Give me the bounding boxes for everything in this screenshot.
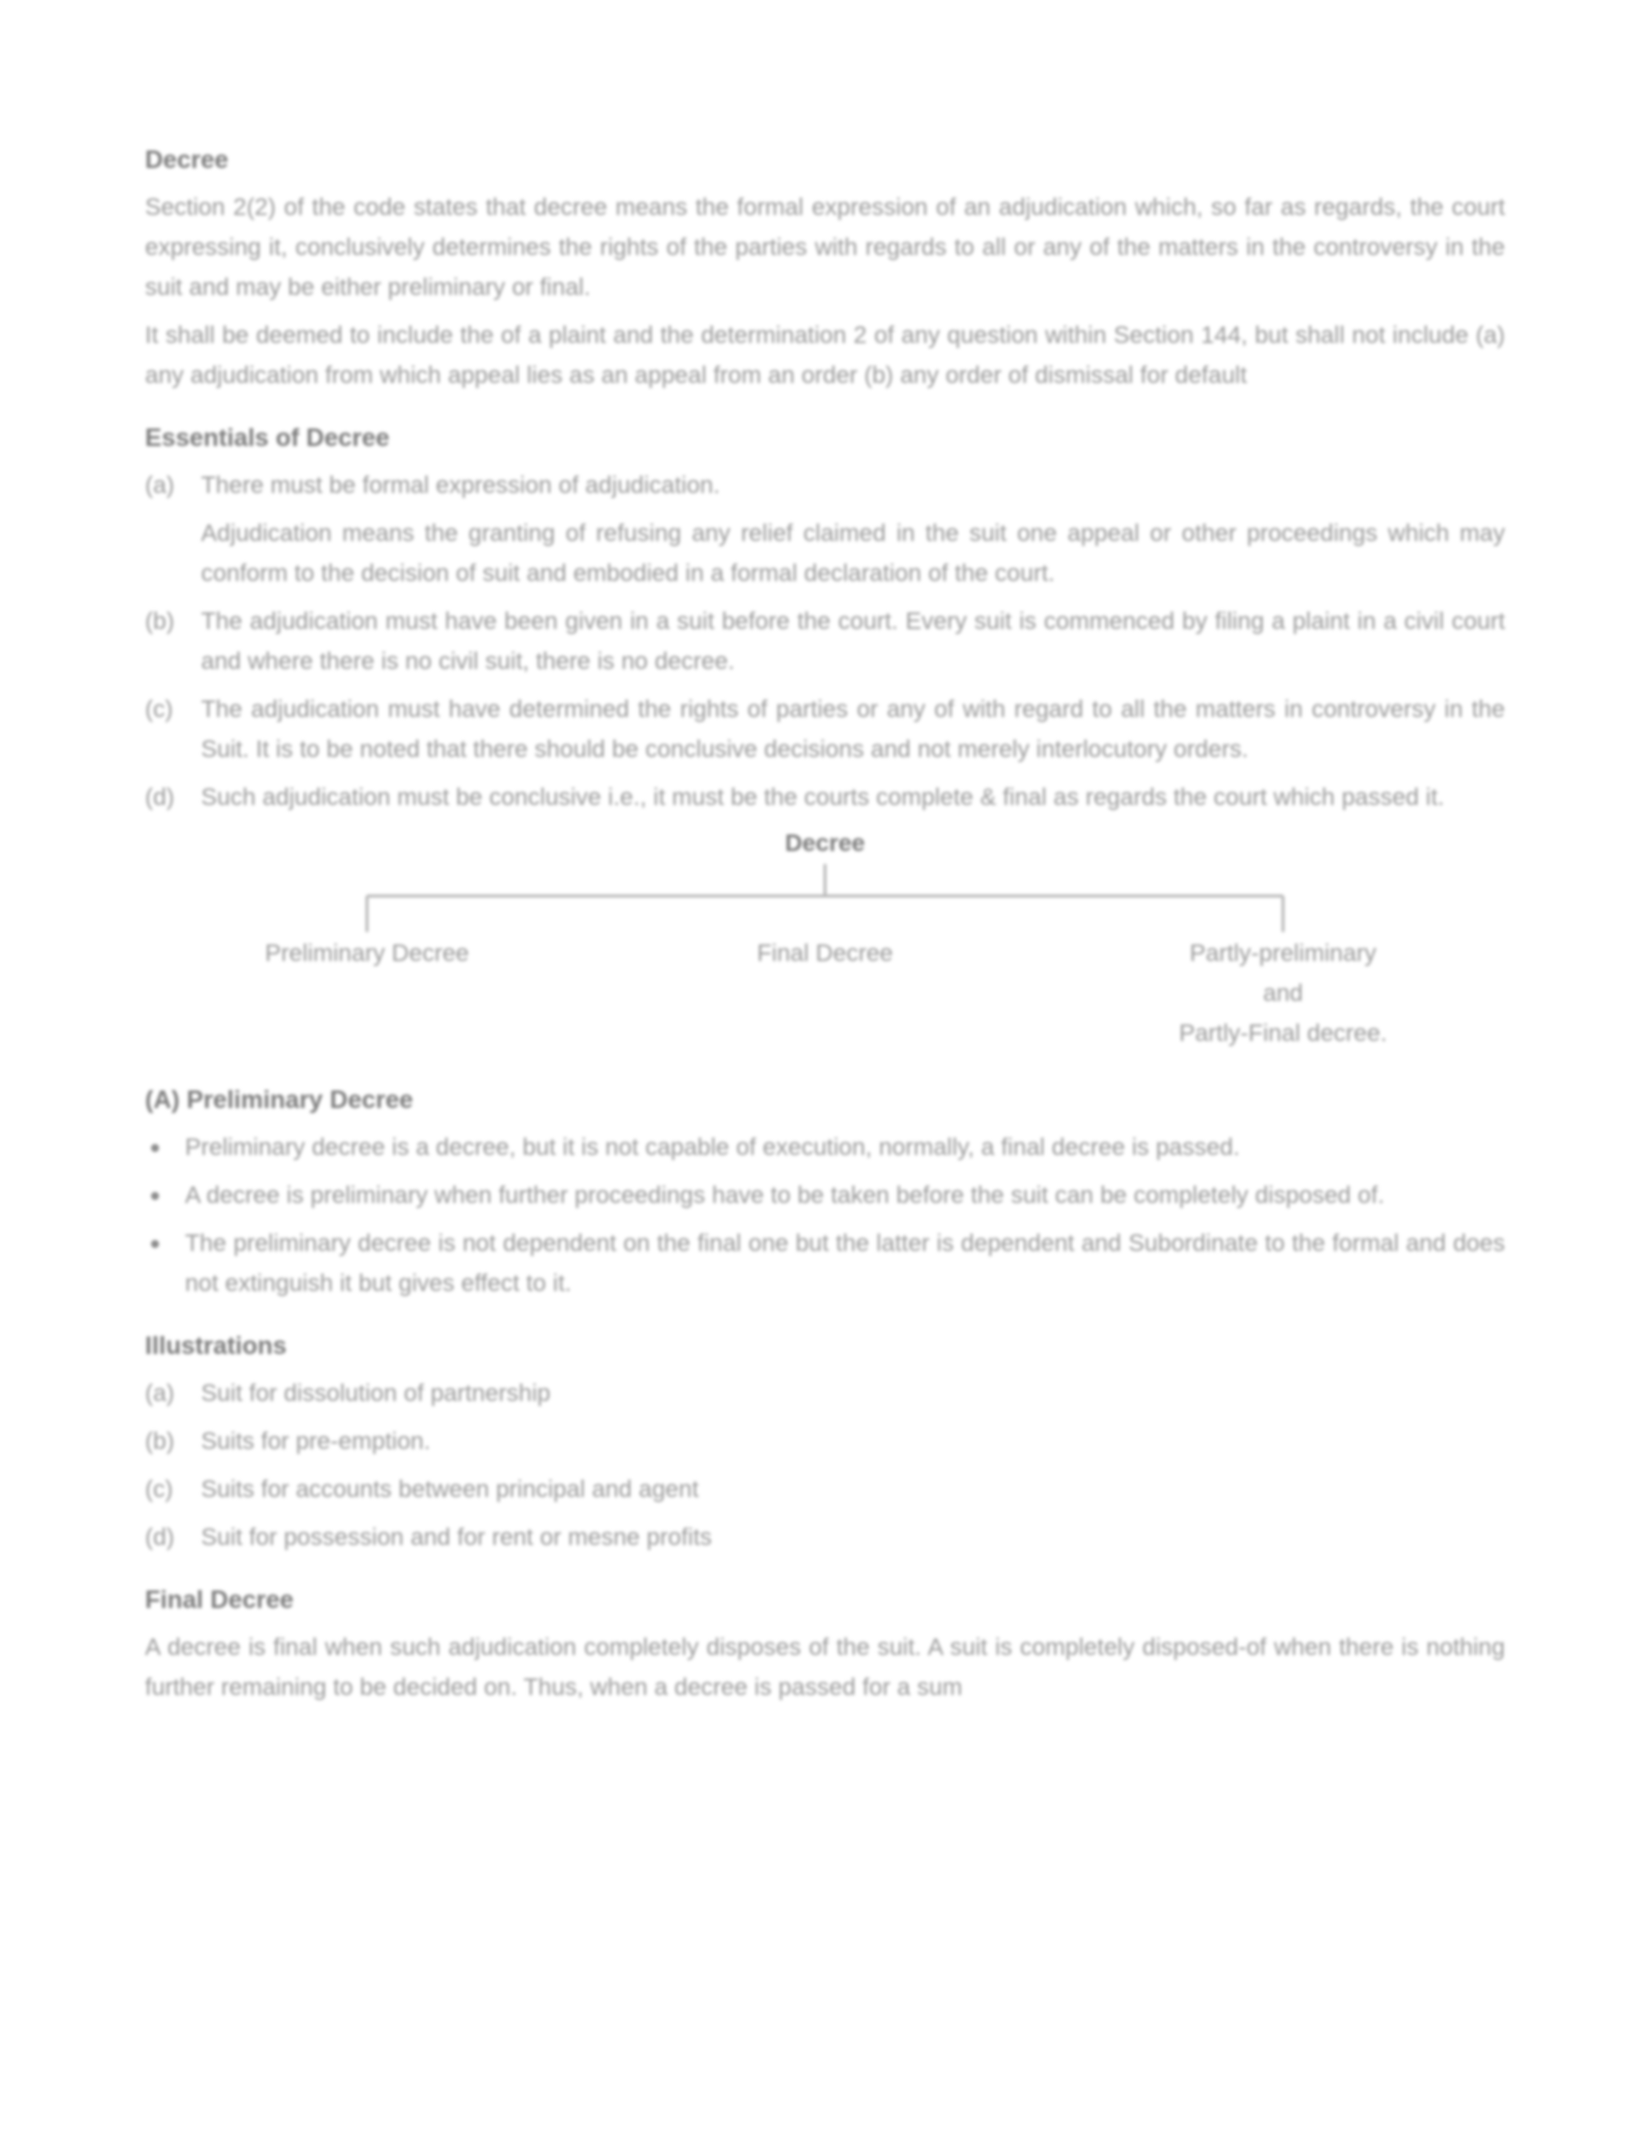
preliminary-bullet [145, 1224, 1505, 1304]
list-item-text: The adjudication must have determined the rights of parties or any of with regard to all the matters in controversy in the Suit. It is to be noted that there should be conclusive decisions and not merely interlocutory orders. [201, 696, 1505, 763]
essential-item-c [145, 690, 1505, 770]
final-decree-paragraph: A decree is final when such adjudication completely disposes of the suit. A suit is completely disposed-of when there is nothing further remaining to be decided on. Thus, when a decree is passed for a sum [145, 1634, 1505, 1701]
list-marker: (c) [145, 696, 173, 723]
list-item-text: Such adjudication must be conclusive i.e., it must be the courts complete & final as regards the court which passed it. [201, 784, 1445, 811]
diagram-root-label: Decree [784, 830, 866, 857]
diagram-leaf-final: Final Decree [756, 940, 894, 967]
bullet-dot-icon [145, 1176, 185, 1216]
essentials-heading: Essentials of Decree [145, 424, 390, 452]
bullet-dot-icon [145, 1128, 185, 1168]
list-item-text: Suits for accounts between principal and agent [201, 1476, 699, 1503]
bullet-text: The preliminary decree is not dependent on the final one but the latter is dependent and Subordinate to the formal and does not extinguish it but gives effect to it. [185, 1230, 1505, 1297]
list-marker: (a) [145, 472, 175, 499]
list-marker: (a) [145, 1380, 175, 1407]
preliminary-decree-heading: (A) Preliminary Decree [145, 1086, 414, 1114]
partly-line-1: Partly-preliminary [1189, 940, 1377, 967]
bullet-dot-icon [145, 1224, 185, 1304]
decree-definition-paragraph: Section 2(2) of the code states that decree means the formal expression of an adjudication which, so far as regards, the court expressing it, conclusively determines the rights of the parties with regards to all or any of the matters in the controversy in the suit and may be either preliminary or final. [145, 194, 1505, 301]
diagram-leaf-partly [1123, 934, 1443, 1054]
partly-line-2: and [1262, 980, 1304, 1007]
essential-item-b [145, 602, 1505, 682]
essential-item-d [145, 778, 1505, 818]
illustration-item-b [145, 1422, 1505, 1462]
preliminary-bullet [145, 1128, 1505, 1168]
illustration-item-c [145, 1470, 1505, 1510]
essential-item-a-explanation: Adjudication means the granting of refusing any relief claimed in the suit one appeal or other proceedings which may conform to the decision of suit and embodied in a formal declaration of the court. [201, 520, 1505, 587]
list-item-text: The adjudication must have been given in a suit before the court. Every suit is commenced by filing a plaint in a civil court and where there is no civil suit, there is no decree. [201, 608, 1505, 675]
bullet-text: Preliminary decree is a decree, but it is not capable of execution, normally, a final decree is passed. [185, 1134, 1240, 1161]
illustration-item-d [145, 1518, 1505, 1558]
list-item-text: Suit for possession and for rent or mesne profits [201, 1524, 712, 1551]
diagram-connectors [145, 824, 1505, 934]
list-marker: (d) [145, 784, 175, 811]
diagram-leaf-preliminary: Preliminary Decree [264, 940, 470, 967]
final-decree-heading: Final Decree [145, 1586, 294, 1614]
list-item-text: Suit for dissolution of partnership [201, 1380, 551, 1407]
partly-line-3: Partly-Final decree. [1178, 1020, 1388, 1047]
illustrations-heading: Illustrations [145, 1332, 287, 1360]
list-marker: (c) [145, 1476, 173, 1503]
essential-item-a [145, 466, 1505, 506]
list-item-text: There must be formal expression of adjudication. [201, 472, 720, 499]
document-page [145, 140, 1505, 1708]
illustration-item-a [145, 1374, 1505, 1414]
decree-types-diagram [145, 824, 1505, 1074]
decree-inclusion-paragraph: It shall be deemed to include the of a plaint and the determination 2 of any question within Section 144, but shall not include (a) any adjudication from which appeal lies as an appeal from an order (b) any order of dismissal for default [145, 322, 1505, 389]
preliminary-bullet [145, 1176, 1505, 1216]
list-marker: (b) [145, 608, 175, 635]
decree-heading: Decree [145, 146, 229, 174]
list-marker: (b) [145, 1428, 175, 1455]
list-marker: (d) [145, 1524, 175, 1551]
bullet-text: A decree is preliminary when further proceedings have to be taken before the suit can be completely disposed of. [185, 1182, 1385, 1209]
list-item-text: Suits for pre-emption. [201, 1428, 431, 1455]
